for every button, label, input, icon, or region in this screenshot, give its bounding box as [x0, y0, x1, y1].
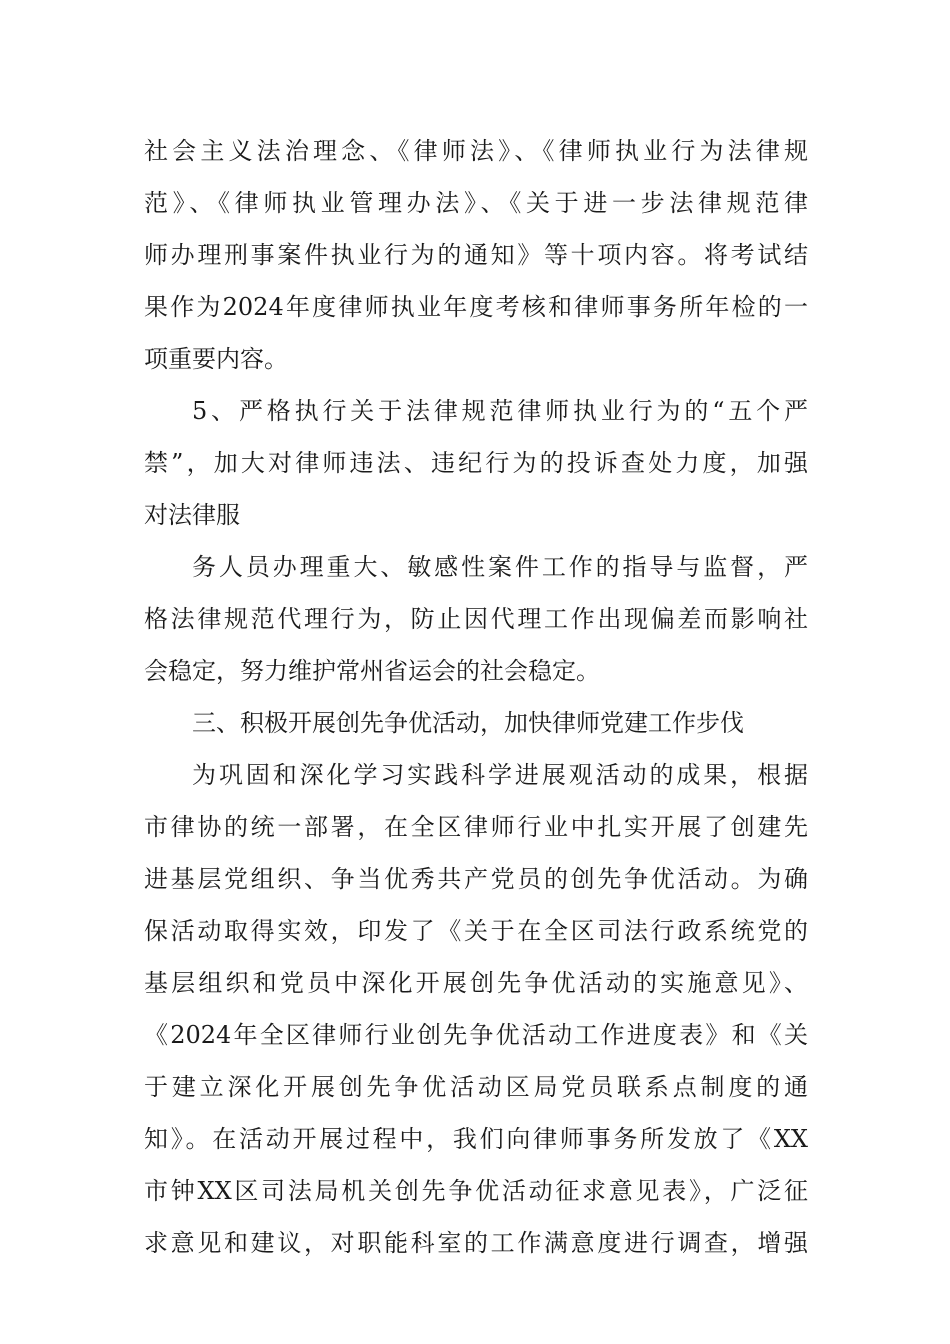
- text-line: 格法律规范代理行为，防止因代理工作出现偏差而影响社: [144, 605, 808, 633]
- text-line: 师办理刑事案件执业行为的通知》等十项内容。将考试结: [144, 241, 808, 269]
- text-line: 社会主义法治理念、《律师法》、《律师执业行为法律规: [144, 137, 808, 165]
- document-body: [144, 125, 808, 1269]
- text-line: 市律协的统一部署，在全区律师行业中扎实开展了创建先: [144, 813, 808, 841]
- text-line: 为巩固和深化学习实践科学进展观活动的成果，根据: [192, 761, 808, 789]
- text-line: 《2024年全区律师行业创先争优活动工作进度表》和《关: [144, 1021, 808, 1049]
- text-line: 务人员办理重大、敏感性案件工作的指导与监督，严: [192, 553, 808, 581]
- text-line: 保活动取得实效，印发了《关于在全区司法行政系统党的: [144, 917, 808, 945]
- text-line: 知》。在活动开展过程中，我们向律师事务所发放了《XX: [144, 1125, 808, 1153]
- text-line: 进基层党组织、争当优秀共产党员的创先争优活动。为确: [144, 865, 808, 893]
- text-line: 禁”，加大对律师违法、违纪行为的投诉查处力度，加强: [144, 449, 808, 477]
- text-line: 会稳定，努力维护常州省运会的社会稳定。: [144, 657, 600, 685]
- text-line: 基层组织和党员中深化开展创先争优活动的实施意见》、: [144, 969, 808, 997]
- text-line: 项重要内容。: [144, 345, 288, 373]
- text-line: 果作为2024年度律师执业年度考核和律师事务所年检的一: [144, 293, 808, 321]
- section-heading: 三、积极开展创先争优活动，加快律师党建工作步伐: [192, 709, 744, 737]
- text-line: 求意见和建议，对职能科室的工作满意度进行调查，增强: [144, 1229, 808, 1257]
- text-line: 对法律服: [144, 501, 240, 529]
- text-line: 5、严格执行关于法律规范律师执业行为的“五个严: [192, 397, 808, 425]
- text-line: 范》、《律师执业管理办法》、《关于进一步法律规范律: [144, 189, 808, 217]
- text-line: 市钟XX区司法局机关创先争优活动征求意见表》，广泛征: [144, 1177, 808, 1205]
- text-line: 于建立深化开展创先争优活动区局党员联系点制度的通: [144, 1073, 808, 1101]
